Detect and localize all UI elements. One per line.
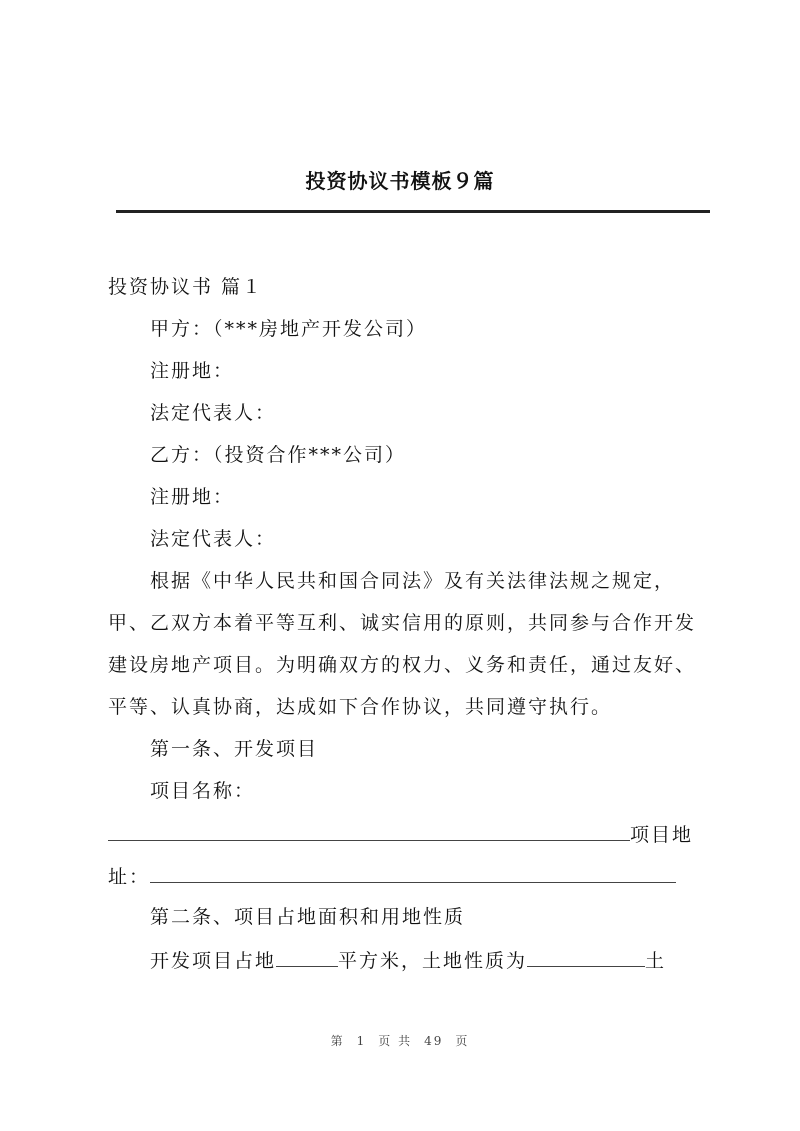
land-nature-blank	[527, 946, 645, 967]
project-address-label-end: 址：	[108, 866, 151, 888]
project-name-blank	[108, 820, 630, 841]
party-b-registered-address: 注册地：	[150, 486, 235, 508]
article-1-heading: 第一条、开发项目	[150, 738, 319, 760]
project-address-blank	[150, 862, 676, 883]
land-area-label: 开发项目占地	[150, 950, 277, 972]
party-a-legal-representative: 法定代表人：	[150, 402, 277, 424]
page-footer	[0, 1032, 800, 1049]
footer-page-label: 第	[330, 1034, 345, 1048]
land-line-tail: 土	[645, 950, 667, 972]
land-area-line	[150, 946, 666, 974]
project-address-label: 项目地	[630, 824, 694, 846]
party-b-legal-representative: 法定代表人：	[150, 528, 277, 550]
article-2-heading: 第二条、项目占地面积和用地性质	[150, 906, 466, 928]
footer-pages-label: 页	[455, 1034, 470, 1048]
project-name-label: 项目名称：	[150, 780, 256, 802]
paragraph-line: 甲、乙双方本着平等互利、诚实信用的原则，共同参与合作开发	[108, 612, 697, 634]
land-nature-label: 平方米，土地性质为	[338, 950, 528, 972]
party-a-registered-address: 注册地：	[150, 360, 235, 382]
footer-total-pages: 49	[424, 1034, 444, 1048]
paragraph-line: 根据《中华人民共和国合同法》及有关法律法规之规定，	[150, 570, 676, 592]
land-area-blank	[276, 946, 338, 967]
footer-current-page: 1	[356, 1034, 367, 1048]
title-divider	[116, 210, 710, 213]
party-b-line: 乙方：（投资合作***公司）	[150, 444, 407, 466]
paragraph-line: 平等、认真协商，达成如下合作协议，共同遵守执行。	[108, 696, 613, 718]
footer-of-label: 页 共	[378, 1034, 413, 1048]
party-a-line: 甲方：（***房地产开发公司）	[150, 318, 428, 340]
project-address-fill-line	[108, 862, 676, 890]
project-name-fill-line	[108, 820, 693, 848]
paragraph-line: 建设房地产项目。为明确双方的权力、义务和责任，通过友好、	[108, 654, 697, 676]
document-title: 投资协议书模板９篇	[305, 169, 495, 193]
section-heading: 投资协议书 篇１	[108, 276, 264, 298]
